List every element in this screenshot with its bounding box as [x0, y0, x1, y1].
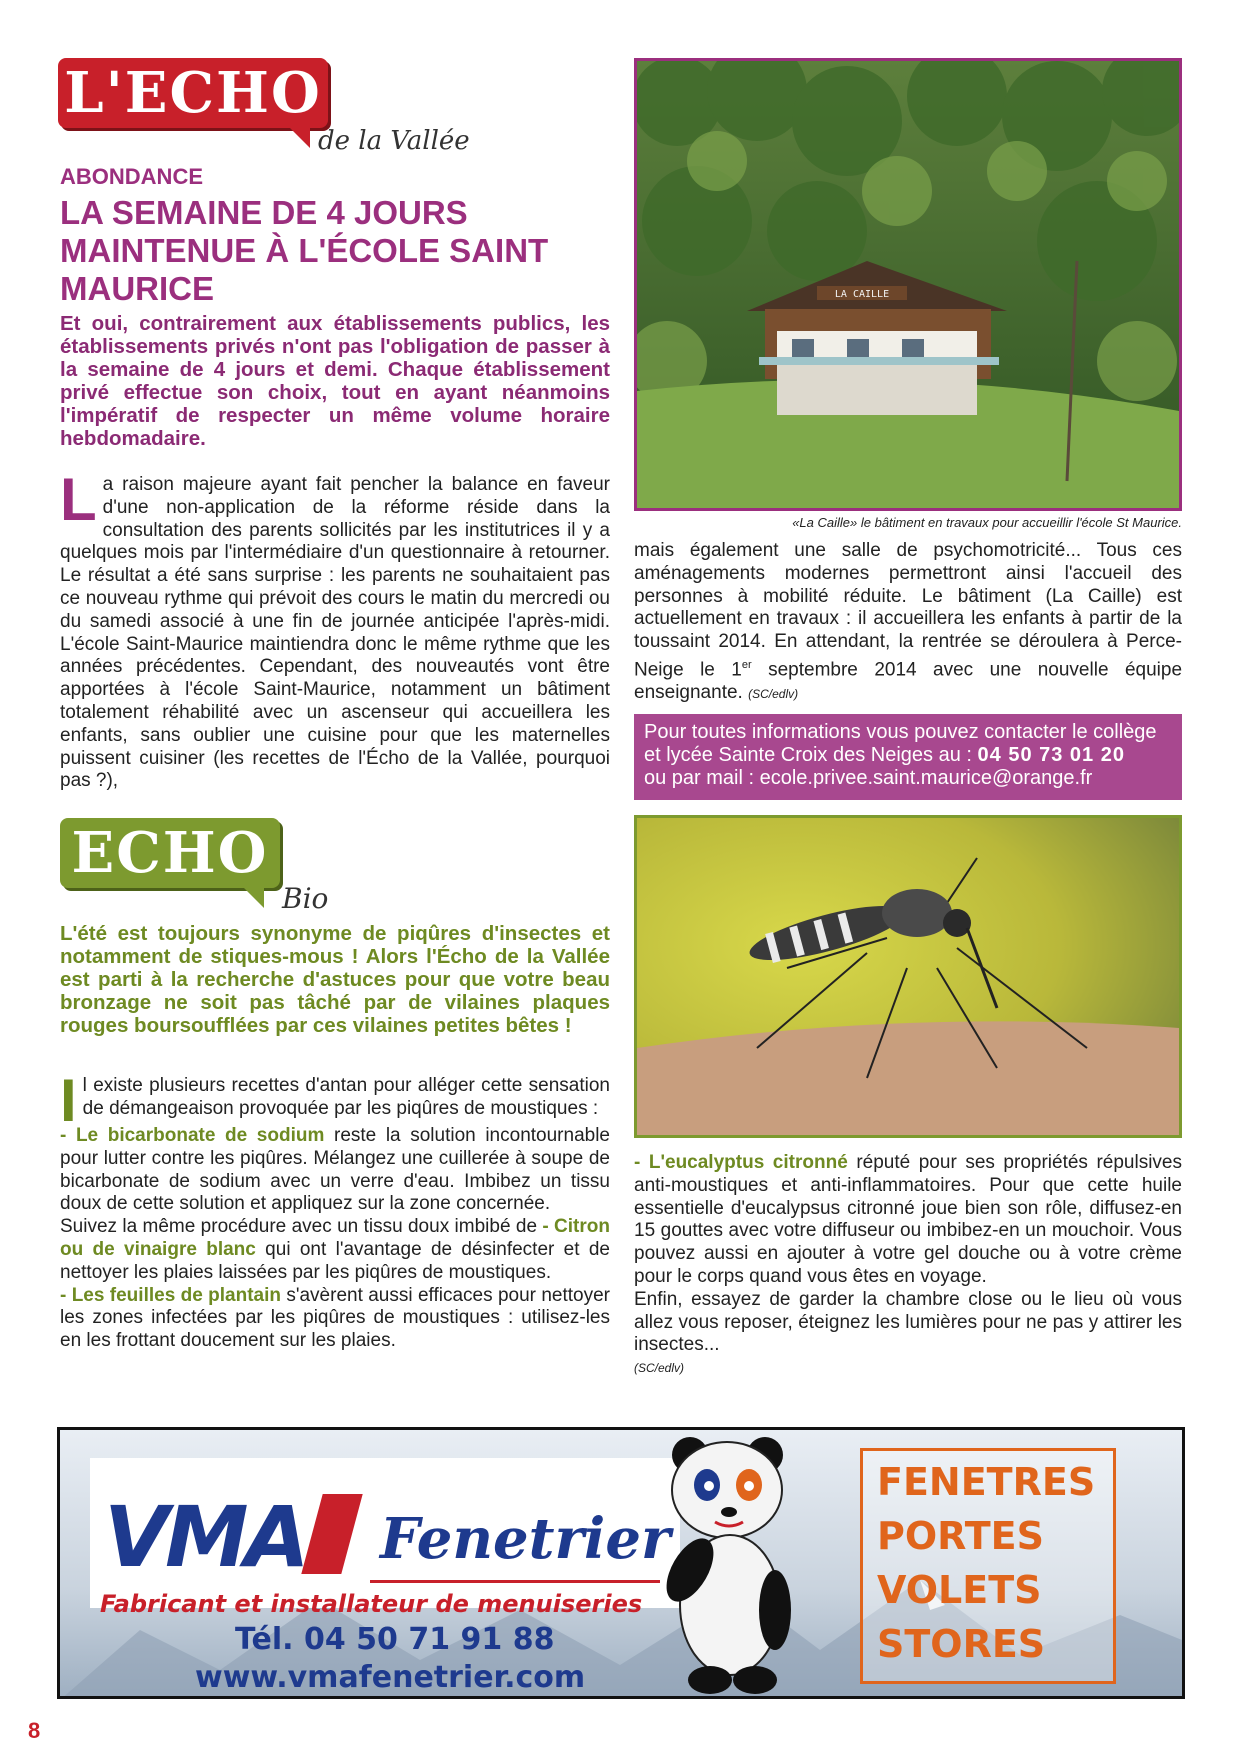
- article-credit: (SC/edlv): [748, 687, 799, 702]
- echo-bio-logo: [60, 818, 280, 888]
- bio-logo-tail: [242, 886, 264, 908]
- products-list: [877, 1455, 1095, 1671]
- bio-dropcap: I: [60, 1067, 77, 1134]
- logo-tail: [288, 126, 310, 148]
- vma-advertisement: [57, 1427, 1185, 1699]
- bio-lead: L'été est toujours synonyme de piqûres d'insectes et notamment de stiques-mous ! Alors l'Écho de la Vallée est parti à la recherche d'astuces pour que votre beau bronzage ne soit pas tâché par de vilaines plaques rouges boursoufflées par ces vilaines petites bêtes !: [60, 922, 610, 1037]
- tip-citron-pre: Suivez la même procédure avec un tissu doux imbibé de: [60, 1216, 543, 1238]
- tip-bicarbonate-text: reste la solution incontournable pour lutter contre les piqûres. Mélangez une cuillerée à soupe de bicarbonate de sodium avec un verre d'eau. Imbibez un tissu doux de cette solution et appliquez sur la zone concernée.: [60, 1125, 610, 1215]
- school-building-photo: [634, 58, 1182, 511]
- house-sign: LA CAILLE: [834, 289, 890, 300]
- article-body-right: [634, 540, 1182, 706]
- tip-plantain-label: - Les feuilles de plantain: [60, 1284, 281, 1306]
- tip-eucalyptus-text: réputé pour ses propriétés répulsives anti-moustiques et anti-inflammatoires. Pour que cette huile essentielle d'eucalypsus citronné joue bien son rôle, diffusez-en 15 gouttes avec votre diffuseur ou imbibez-en un mouchoir. Vous pouvez aussi en ajouter à votre gel douche ou à votre crème pour le corps quand vous êtes en voyage.: [634, 1152, 1183, 1287]
- page-number: 8: [28, 1718, 41, 1743]
- brand-underline: [370, 1580, 660, 1583]
- bio-body-right: [634, 1152, 1182, 1380]
- product-portes: PORTES: [877, 1514, 1044, 1558]
- echo-logo: [58, 58, 328, 128]
- contact-phone: 04 50 73 01 20: [977, 744, 1125, 766]
- fenetrier-script: Fenetrier: [380, 1506, 671, 1572]
- tip-eucalyptus-label: - L'eucalyptus citronné: [634, 1152, 848, 1173]
- tip-plantain-text: s'avèrent aussi efficaces pour nettoyer les zones infectées par les piqûres de moustiques : utilisez-les en les frottant doucement sur les plaies.: [60, 1284, 610, 1352]
- article-body-right-end: septembre 2014 avec une nouvelle équipe enseignante.: [634, 659, 1183, 704]
- article-body-right-text: mais également une salle de psychomotricité... Tous ces aménagements modernes permettront ainsi l'accueil des personnes à mobilité réduite. Le bâtiment (La Caille) est actuellement en travaux : il accueillera les enfants à partir de la toussaint 2014. En attendant, la rentrée se déroulera à Perce-Neige le 1: [634, 540, 1182, 681]
- product-volets: VOLETS: [877, 1568, 1042, 1612]
- products-panel: [860, 1448, 1116, 1684]
- ad-phone: Tél. 04 50 71 91 88: [235, 1622, 555, 1657]
- bio-body-left: [60, 1067, 610, 1353]
- ad-brand-panel: [90, 1458, 680, 1608]
- echo-bio-logo-text: ECHO: [71, 820, 269, 886]
- article-kicker: ABONDANCE: [60, 164, 203, 189]
- mosquito-photo: [634, 815, 1182, 1138]
- product-stores: STORES: [877, 1622, 1046, 1666]
- article-body-left: [60, 466, 610, 793]
- echo-logo-text: L'ECHO: [64, 60, 322, 126]
- contact-box: [634, 714, 1182, 800]
- vma-logo-mark: [301, 1494, 362, 1574]
- article-body-left-text: a raison majeure ayant fait pencher la balance en faveur d'une non-application de la réforme réside dans la consultation des parents sollicités par les institutrices il y a quelques mois par l'intermédiaire d'un questionnaire à retourner. Le résultat a été sans surprise : les parents ne souhaitaient pas ce nouveau rythme qui prévoit des cours le matin du mercredi ou du samedi associé à une fin de journée anticipée l'après-midi. L'école Saint-Maurice maintiendra donc le même rythme que les années précédentes. Cependant, des nouveautés vont être apportées à l'école Saint-Maurice, notamment un bâtiment totalement réhabilité avec un ascenseur qui accueillera les enfants, sans oublier une cuisine pour que les maternelles puissent cuisiner (les recettes de l'Écho de la Vallée, pourquoi pas ?),: [60, 474, 610, 792]
- tip-bicarbonate-label: - Le bicarbonate de sodium: [60, 1125, 325, 1146]
- tip-citron-label: - Citron ou de vinaigre blanc: [60, 1216, 610, 1260]
- article-header: [60, 164, 610, 308]
- article-lead: Et oui, contrairement aux établissements publics, les établissements privés n'ont pas l'obligation de passer à la semaine de 4 jours et demi. Chaque établissement privé effectue son choix, tout en ayant néanmoins l'impératif de respecter un même volume horaire hebdomadaire.: [60, 312, 610, 450]
- contact-text: Pour toutes informations vous pouvez contacter le collège et lycée Sainte Croix des Neiges au :: [644, 721, 1157, 766]
- ad-tagline: Fabricant et installateur de menuiseries: [100, 1590, 643, 1618]
- product-fenetres: FENETRES: [877, 1460, 1096, 1504]
- contact-email: ou par mail : ecole.privee.saint.maurice@orange.fr: [644, 767, 1093, 789]
- mosquito-illustration: [637, 818, 1179, 1135]
- bio-closing: Enfin, essayez de garder la chambre close ou le lieu où vous allez vous reposer, éteignez les lumières pour ne pas y attirer les insectes...: [634, 1288, 1182, 1356]
- tip-citron-text: qui ont l'avantage de désinfecter et de nettoyer les plaies laissées par les piqûres de moustiques.: [60, 1238, 610, 1283]
- ad-website[interactable]: www.vmafenetrier.com: [195, 1660, 586, 1695]
- article-headline: LA SEMAINE DE 4 JOURS MAINTENUE À L'ÉCOLE SAINT MAURICE: [60, 194, 549, 307]
- house-illustration: [637, 61, 1179, 508]
- date-suffix: er: [741, 658, 752, 671]
- vma-logo: VMA: [104, 1488, 306, 1586]
- bio-credit: (SC/edlv): [634, 1361, 685, 1376]
- dropcap: L: [60, 466, 97, 533]
- echo-logo-subtitle: de la Vallée: [318, 126, 470, 156]
- panda-mascot: [645, 1430, 805, 1696]
- echo-bio-subtitle: Bio: [282, 882, 329, 915]
- bio-intro: l existe plusieurs recettes d'antan pour alléger cette sensation de démangeaison provoquée par les piqûres de moustiques :: [82, 1075, 610, 1119]
- photo-caption: «La Caille» le bâtiment en travaux pour accueillir l'école St Maurice.: [792, 515, 1182, 530]
